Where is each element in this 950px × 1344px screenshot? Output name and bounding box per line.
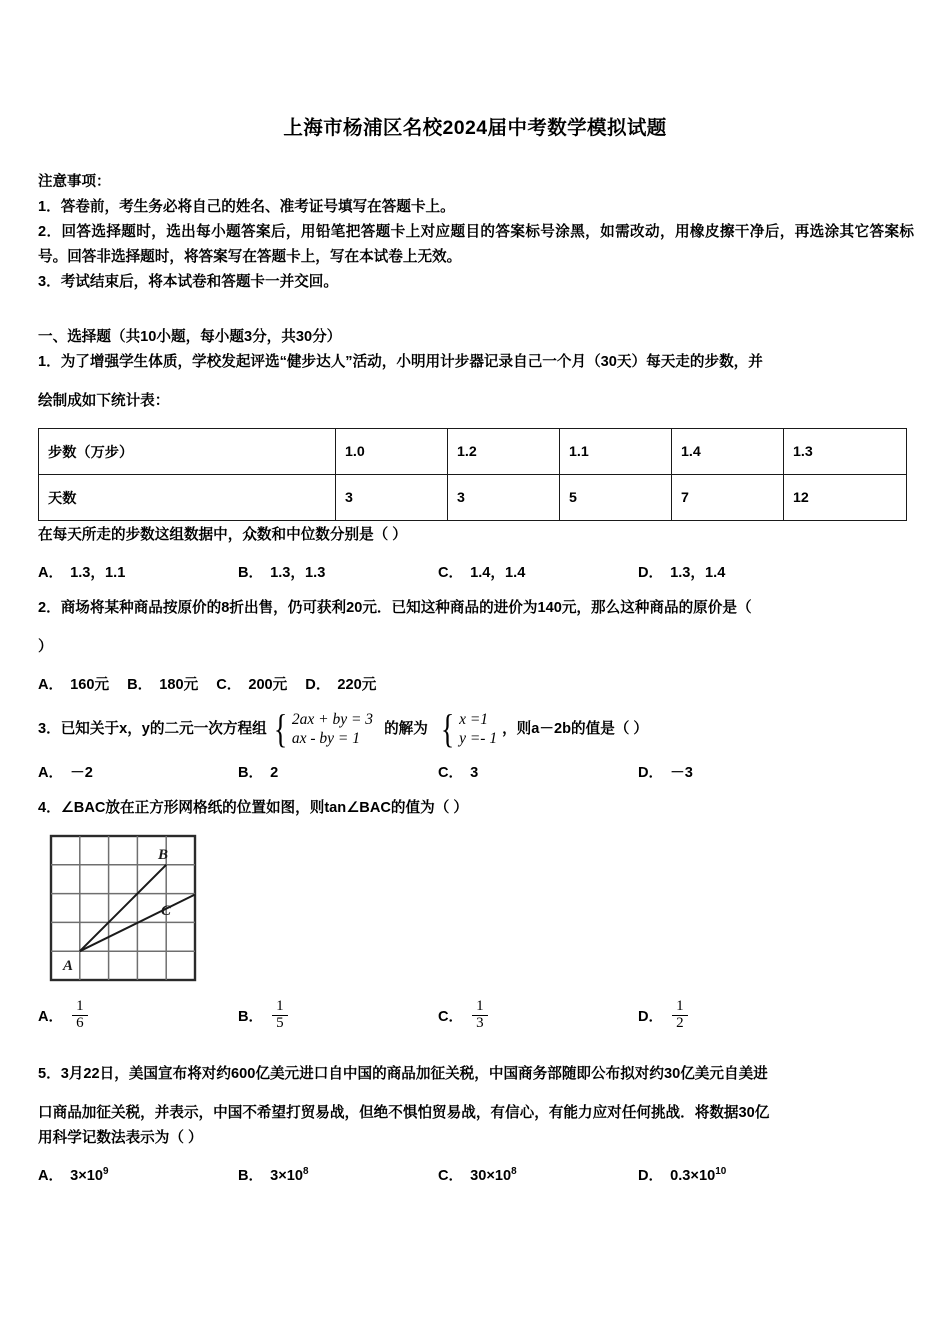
option-4b[interactable] xyxy=(238,998,438,1034)
option-4d-fraction xyxy=(672,999,688,1032)
days-cell-4: 7 xyxy=(672,475,784,521)
option-4c-denominator: 3 xyxy=(472,1015,488,1032)
option-2d-label: D． xyxy=(305,677,331,693)
square-grid-angle-figure xyxy=(48,833,198,983)
question-2-stem-line-2: ） xyxy=(38,639,53,655)
question-3-solution-system xyxy=(458,710,502,748)
question-2-stem-line-1: 2．商场将某种商品按原价的8折出售，仍可获利20元．已知这种商品的进价为140元，那么这种商品的原价是（ xyxy=(38,600,752,616)
option-4a-fraction xyxy=(72,999,88,1032)
statistics-table xyxy=(38,428,907,521)
option-4a[interactable] xyxy=(38,998,238,1034)
option-4b-denominator: 5 xyxy=(272,1015,288,1032)
option-1a-value: 1.3，1.1 xyxy=(70,565,126,581)
question-2-options xyxy=(38,673,914,694)
option-1d-value: 1.3，1.4 xyxy=(670,565,726,581)
point-label-b: B xyxy=(158,847,169,863)
option-2d-value: 220元 xyxy=(337,677,377,693)
option-1d[interactable] xyxy=(638,561,838,582)
option-4d-label: D． xyxy=(638,1009,664,1026)
document-body xyxy=(0,170,950,1185)
option-4d-numerator: 1 xyxy=(676,998,684,1014)
option-5b[interactable] xyxy=(238,1164,438,1185)
notice-line-1: 1．答卷前，考生务必将自己的姓名、准考证号填写在答题卡上。 xyxy=(38,199,455,215)
question-3-options xyxy=(38,761,914,782)
option-2a-label: A． xyxy=(38,677,64,693)
option-3a[interactable] xyxy=(38,761,238,782)
steps-cell-3: 1.1 xyxy=(560,429,672,475)
option-3b-value: 2 xyxy=(270,765,279,781)
option-5d[interactable] xyxy=(638,1164,838,1185)
option-2c-label: C． xyxy=(216,677,242,693)
steps-cell-4: 1.4 xyxy=(672,429,784,475)
option-4a-numerator: 1 xyxy=(76,998,84,1014)
option-4c-label: C． xyxy=(438,1009,464,1026)
question-1-prompt: 在每天所走的步数这组数据中，众数和中位数分别是（ ） xyxy=(38,527,407,543)
steps-cell-5: 1.3 xyxy=(784,429,907,475)
option-3d-value: －3 xyxy=(670,765,693,781)
notice-heading: 注意事项： xyxy=(38,174,111,190)
option-1d-label: D． xyxy=(638,565,664,581)
option-2c-value: 200元 xyxy=(248,677,288,693)
row-header-days: 天数 xyxy=(39,475,336,521)
question-3-stem xyxy=(38,706,914,751)
option-2a[interactable] xyxy=(38,673,109,694)
option-1c[interactable] xyxy=(438,561,638,582)
equation-brace-left: { xyxy=(273,706,287,751)
question-5-stem-line-2: 口商品加征关税，并表示，中国不希望打贸易战，但绝不惧怕贸易战，有信心，有能力应对任何挑战．将数据30亿 xyxy=(38,1104,770,1121)
days-cell-3: 5 xyxy=(560,475,672,521)
option-2b[interactable] xyxy=(127,673,198,694)
option-3c[interactable] xyxy=(438,761,638,782)
option-5b-label: B． xyxy=(238,1167,264,1184)
option-2b-value: 180元 xyxy=(159,677,199,693)
option-1b-value: 1.3，1.3 xyxy=(270,565,326,581)
option-3c-label: C． xyxy=(438,765,464,781)
question-3-stem-suffix: ，则a－2b的值是（ ） xyxy=(502,720,649,737)
option-4c[interactable] xyxy=(438,998,638,1034)
section-heading: 一、选择题（共10小题，每小题3分，共30分） xyxy=(38,329,342,345)
option-5b-mantissa: 3×10 xyxy=(270,1167,304,1184)
option-1c-value: 1.4，1.4 xyxy=(470,565,526,581)
question-5-spacer xyxy=(38,1034,914,1048)
option-1c-label: C． xyxy=(438,565,464,581)
solution-x: x =1 xyxy=(459,711,489,728)
question-4-options xyxy=(38,998,914,1034)
question-1-stem-line-2: 绘制成如下统计表： xyxy=(38,393,170,409)
option-4a-label: A． xyxy=(38,1009,64,1026)
days-cell-2: 3 xyxy=(448,475,560,521)
equation-2: ax - by = 1 xyxy=(291,730,361,747)
option-1b[interactable] xyxy=(238,561,438,582)
option-4d[interactable] xyxy=(638,998,838,1034)
question-1-stem-line-1: 1．为了增强学生体质，学校发起评选“健步达人”活动，小明用计步器记录自己一个月（30天）每天走的步数，并 xyxy=(38,354,763,370)
option-5c[interactable] xyxy=(438,1164,638,1185)
option-5d-label: D． xyxy=(638,1167,664,1184)
option-5c-mantissa: 30×10 xyxy=(470,1167,512,1184)
option-2c[interactable] xyxy=(216,673,287,694)
option-3a-label: A． xyxy=(38,765,64,781)
option-1a[interactable] xyxy=(38,561,238,582)
option-2d[interactable] xyxy=(305,673,376,694)
option-3d[interactable] xyxy=(638,761,838,782)
option-5b-exponent: 8 xyxy=(303,1165,309,1177)
option-1b-label: B． xyxy=(238,565,264,581)
table-row-days xyxy=(39,475,907,521)
steps-cell-1: 1.0 xyxy=(336,429,448,475)
question-1-options xyxy=(38,561,914,582)
option-2b-label: B． xyxy=(127,677,153,693)
option-5c-label: C． xyxy=(438,1167,464,1184)
question-3-equation-system xyxy=(291,710,378,748)
equation-1: 2ax + by = 3 xyxy=(291,711,374,728)
option-3c-value: 3 xyxy=(470,765,479,781)
page-title: 上海市杨浦区名校2024届中考数学模拟试题 xyxy=(283,117,667,139)
solution-brace-left: { xyxy=(440,706,455,751)
option-4b-numerator: 1 xyxy=(276,998,284,1014)
option-3a-value: －2 xyxy=(70,765,93,781)
option-3b-label: B． xyxy=(238,765,264,781)
question-5-stem-line-1: 5．3月22日，美国宣布将对约600亿美元进口自中国的商品加征关税，中国商务部随即公布拟对约30亿美元自美进 xyxy=(38,1065,768,1082)
point-label-a: A xyxy=(63,958,74,974)
question-4-stem: 4．∠BAC放在正方形网格纸的位置如图，则tan∠BAC的值为（ ） xyxy=(38,800,468,816)
row-header-steps: 步数（万步） xyxy=(39,429,336,475)
option-4d-denominator: 2 xyxy=(672,1015,688,1032)
question-3-stem-mid: 的解为 xyxy=(384,720,428,737)
days-cell-1: 3 xyxy=(336,475,448,521)
option-3b[interactable] xyxy=(238,761,438,782)
point-label-c: C xyxy=(161,903,172,919)
option-5c-exponent: 8 xyxy=(511,1165,517,1177)
solution-y: y =- 1 xyxy=(459,730,498,747)
question-3-stem-prefix: 3．已知关于x，y的二元一次方程组 xyxy=(38,720,267,737)
table-row-steps xyxy=(39,429,907,475)
option-3d-label: D． xyxy=(638,765,664,781)
notice-line-3: 3．考试结束后，将本试卷和答题卡一并交回。 xyxy=(38,274,338,290)
steps-cell-2: 1.2 xyxy=(448,429,560,475)
option-5a[interactable] xyxy=(38,1164,238,1185)
option-5d-mantissa: 0.3×10 xyxy=(670,1167,716,1184)
option-5a-exponent: 9 xyxy=(103,1165,109,1177)
option-5a-mantissa: 3×10 xyxy=(70,1167,104,1184)
days-cell-5: 12 xyxy=(784,475,907,521)
option-4c-numerator: 1 xyxy=(476,998,484,1014)
option-2a-value: 160元 xyxy=(70,677,110,693)
question-5-stem-line-3: 用科学记数法表示为（ ） xyxy=(38,1129,203,1146)
question-5-options xyxy=(38,1164,914,1185)
option-5a-label: A． xyxy=(38,1167,64,1184)
option-4b-fraction xyxy=(272,999,288,1032)
option-1a-label: A． xyxy=(38,565,64,581)
option-4c-fraction xyxy=(472,999,488,1032)
notice-line-2: 2．回答选择题时，选出每小题答案后，用铅笔把答题卡上对应题目的答案标号涂黑，如需改动，用橡皮擦干净后，再选涂其它答案标号。回答非选择题时，将答案写在答题卡上，写在本试卷上无效。 xyxy=(38,224,914,265)
option-4b-label: B． xyxy=(238,1009,264,1026)
question-4-figure xyxy=(48,833,914,988)
option-4a-denominator: 6 xyxy=(72,1015,88,1032)
option-5d-exponent: 10 xyxy=(715,1165,727,1177)
